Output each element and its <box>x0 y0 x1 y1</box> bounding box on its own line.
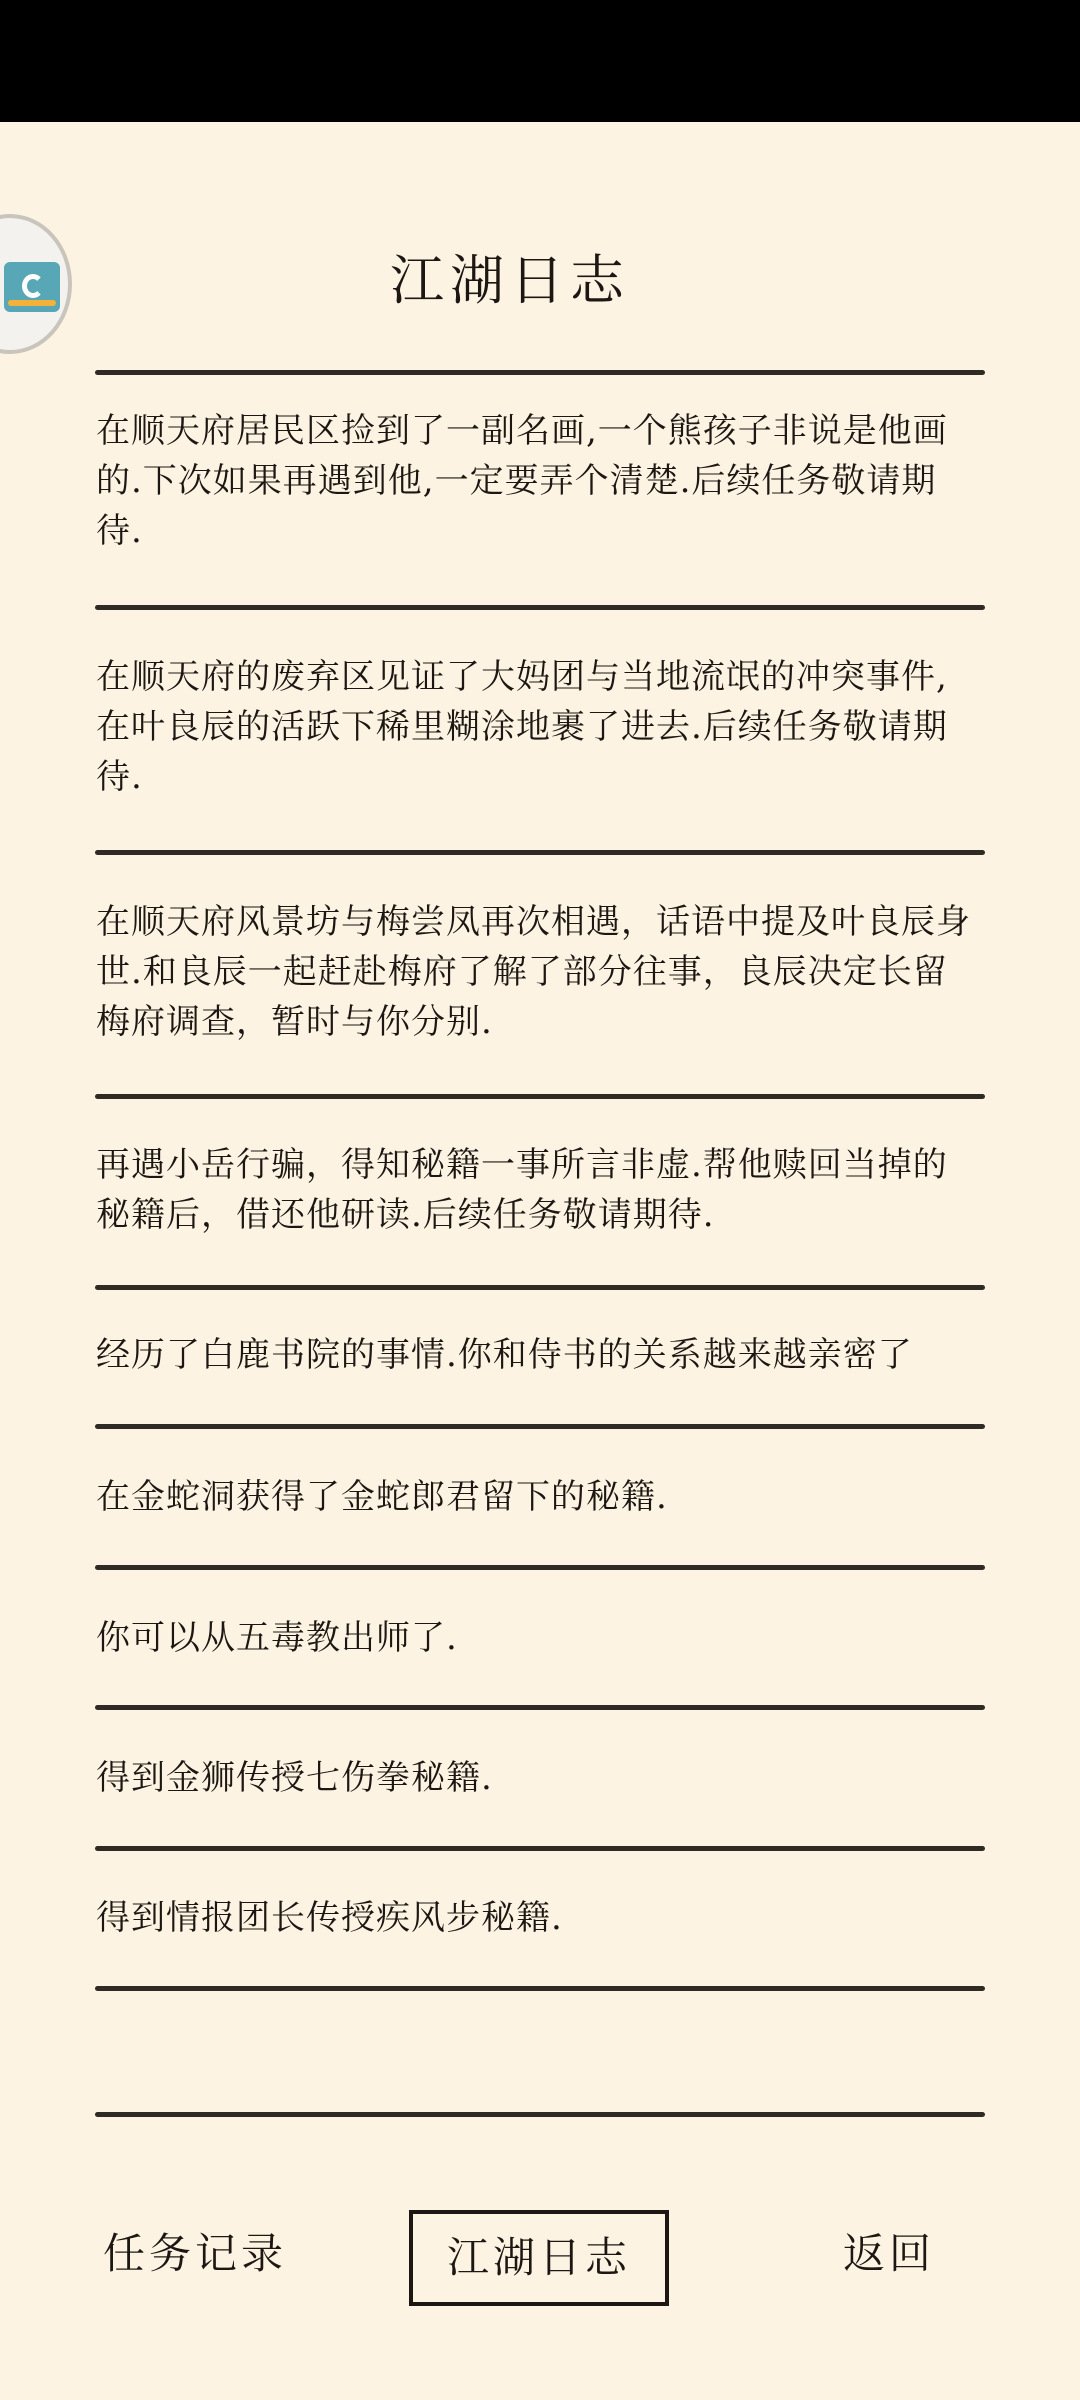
back-button[interactable]: 返回 <box>843 2229 936 2278</box>
divider <box>95 605 985 610</box>
log-entry: 在顺天府风景坊与梅尝凤再次相遇，话语中提及叶良辰身世.和良辰一起赶赴梅府了解了部分往事，良辰决定长留梅府调查，暂时与你分别. <box>96 902 971 1042</box>
jianghu-log-tab-label: 江湖日志 <box>446 2233 631 2282</box>
divider <box>95 2112 985 2117</box>
log-entry: 再遇小岳行骗，得知秘籍一事所言非虚.帮他赎回当掉的秘籍后，借还他研读.后续任务敬请期待. <box>96 1145 948 1235</box>
divider <box>95 850 985 855</box>
log-entry: 经历了白鹿书院的事情.你和侍书的关系越来越亲密了 <box>96 1335 913 1375</box>
quest-log-tab[interactable]: 任务记录 <box>103 2229 288 2278</box>
log-entry: 在顺天府居民区捡到了一副名画,一个熊孩子非说是他画的.下次如果再遇到他,一定要弄个清楚.后续任务敬请期待. <box>96 411 948 551</box>
status-bar <box>0 0 1080 122</box>
divider <box>95 370 985 375</box>
log-entry: 你可以从五毒教出师了. <box>96 1618 458 1658</box>
divider <box>95 1424 985 1429</box>
divider <box>95 1986 985 1991</box>
divider <box>95 1094 985 1099</box>
log-entry: 得到金狮传授七伤拳秘籍. <box>96 1758 493 1798</box>
divider <box>95 1285 985 1290</box>
page-title: 江湖日志 <box>390 249 630 312</box>
divider <box>95 1565 985 1570</box>
log-entry: 在顺天府的废弃区见证了大妈团与当地流氓的冲突事件,在叶良辰的活跃下稀里糊涂地裹了进去.后续任务敬请期待. <box>96 657 948 797</box>
divider <box>95 1705 985 1710</box>
log-entry: 在金蛇洞获得了金蛇郎君留下的秘籍. <box>96 1477 668 1517</box>
jianghu-log-tab[interactable] <box>409 2210 669 2306</box>
log-entry: 得到情报团长传授疾风步秘籍. <box>96 1898 563 1938</box>
divider <box>95 1846 985 1851</box>
